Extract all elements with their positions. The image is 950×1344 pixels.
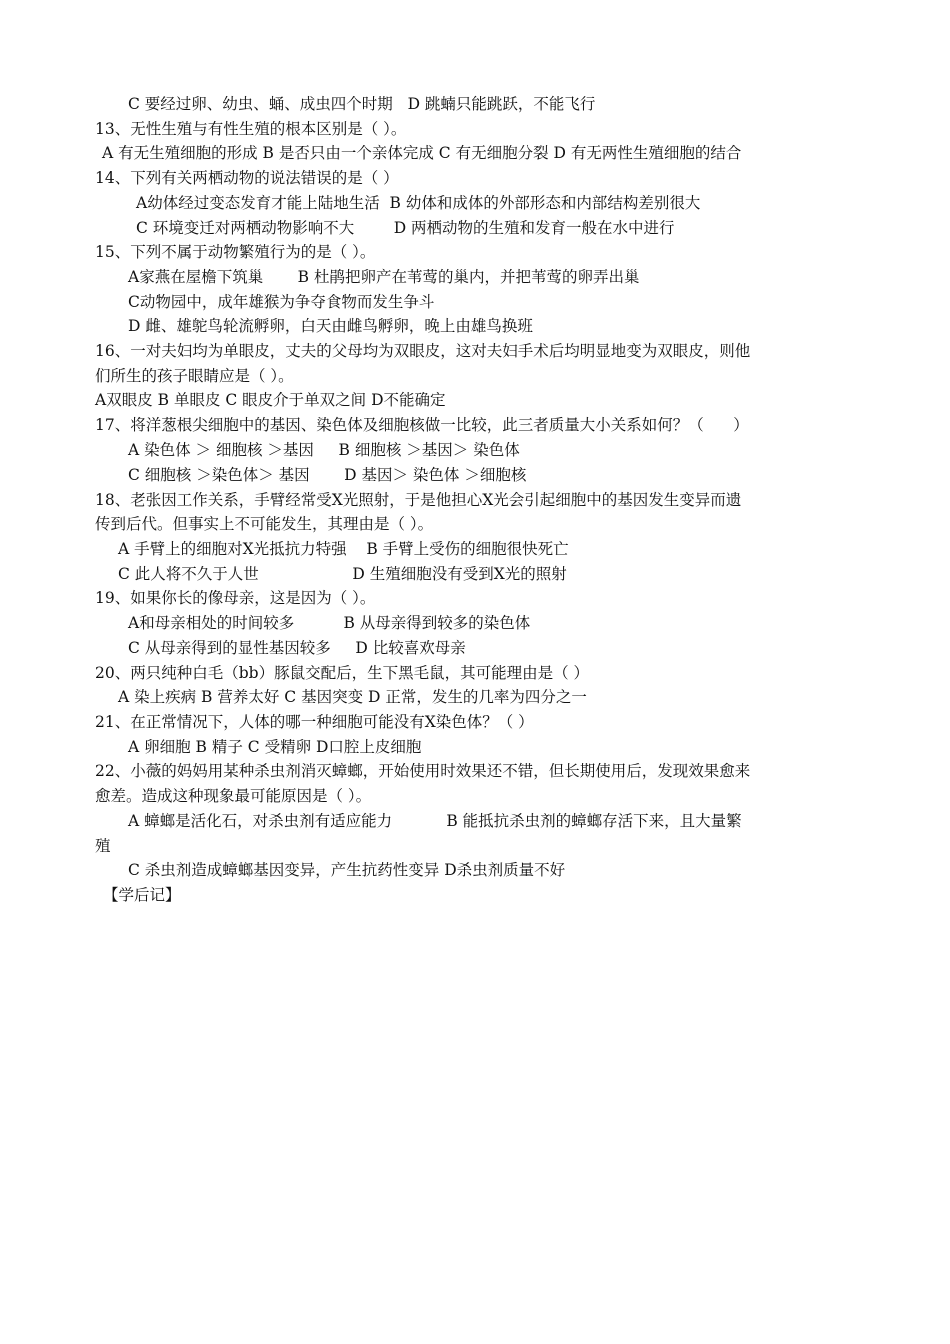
q22-stem-line-1: 22、小薇的妈妈用某种杀虫剂消灭蟑螂，开始使用时效果还不错，但长期使用后，发现效果愈来 xyxy=(95,762,751,780)
q22-options-c-d: C 杀虫剂造成蟑螂基因变异，产生抗药性变异 D杀虫剂质量不好 xyxy=(128,861,566,879)
section-heading-notes: 【学后记】 xyxy=(103,886,181,904)
q14-options-a-b: A幼体经过变态发育才能上陆地生活 B 幼体和成体的外部形态和内部结构差别很大 xyxy=(136,194,701,212)
q20-stem: 20、两只纯种白毛（bb）豚鼠交配后，生下黑毛鼠，其可能理由是（ ） xyxy=(95,664,589,682)
q18-stem-line-1: 18、老张因工作关系，手臂经常受X光照射，于是他担心X光会引起细胞中的基因发生变异而遗 xyxy=(95,491,742,509)
q20-options: A 染上疾病 B 营养太好 C 基因突变 D 正常，发生的几率为四分之一 xyxy=(118,688,587,706)
q22-stem-line-2: 愈差。造成这种现象最可能原因是（ ）。 xyxy=(95,787,372,805)
q16-options: A双眼皮 B 单眼皮 C 眼皮介于单双之间 D不能确定 xyxy=(95,391,446,409)
q13-stem: 13、无性生殖与有性生殖的根本区别是（ ）。 xyxy=(95,120,407,138)
q15-option-d: D 雌、雄鸵鸟轮流孵卵，白天由雌鸟孵卵，晚上由雄鸟换班 xyxy=(128,317,533,335)
q21-stem: 21、在正常情况下，人体的哪一种细胞可能没有X染色体？（ ） xyxy=(95,713,534,731)
q16-stem-line-2: 们所生的孩子眼睛应是（ ）。 xyxy=(95,367,294,385)
q17-options-c-d: C 细胞核 ＞染色体＞ 基因 D 基因＞ 染色体 ＞细胞核 xyxy=(128,466,527,484)
q21-options: A 卵细胞 B 精子 C 受精卵 D口腔上皮细胞 xyxy=(128,738,422,756)
q15-stem: 15、下列不属于动物繁殖行为的是（ ）。 xyxy=(95,243,376,261)
q18-stem-line-2: 传到后代。但事实上不可能发生，其理由是（ ）。 xyxy=(95,515,434,533)
q16-stem-line-1: 16、一对夫妇均为单眼皮，丈夫的父母均为双眼皮，这对夫妇手术后均明显地变为双眼皮，则他 xyxy=(95,342,751,360)
q15-options-a-b: A家燕在屋檐下筑巢 B 杜鹃把卵产在苇莺的巢内，并把苇莺的卵弄出巢 xyxy=(128,268,640,286)
q18-options-c-d: C 此人将不久于人世 D 生殖细胞没有受到X光的照射 xyxy=(118,565,567,583)
q17-stem: 17、将洋葱根尖细胞中的基因、染色体及细胞核做一比较，此三者质量大小关系如何？（ ） xyxy=(95,416,749,434)
q14-options-c-d: C 环境变迁对两栖动物影响不大 D 两栖动物的生殖和发育一般在水中进行 xyxy=(136,219,675,237)
q14-stem: 14、下列有关两栖动物的说法错误的是（ ） xyxy=(95,169,399,187)
q22-options-b-continued: 殖 xyxy=(95,837,111,855)
q12-option-c-d: C 要经过卵、幼虫、蛹、成虫四个时期 D 跳蝻只能跳跃，不能飞行 xyxy=(128,95,596,113)
q19-options-c-d: C 从母亲得到的显性基因较多 D 比较喜欢母亲 xyxy=(128,639,466,657)
q17-options-a-b: A 染色体 ＞ 细胞核 ＞基因 B 细胞核 ＞基因＞ 染色体 xyxy=(128,441,520,459)
q22-options-a-b: A 蟑螂是活化石，对杀虫剂有适应能力 B 能抵抗杀虫剂的蟑螂存活下来，且大量繁 xyxy=(128,812,742,830)
q19-options-a-b: A和母亲相处的时间较多 B 从母亲得到较多的染色体 xyxy=(128,614,531,632)
q18-options-a-b: A 手臂上的细胞对X光抵抗力特强 B 手臂上受伤的细胞很快死亡 xyxy=(118,540,569,558)
q15-option-c: C动物园中，成年雄猴为争夺食物而发生争斗 xyxy=(128,293,435,311)
q13-options: A 有无生殖细胞的形成 B 是否只由一个亲体完成 C 有无细胞分裂 D 有无两性生殖细胞的结合 xyxy=(102,144,742,162)
q19-stem: 19、如果你长的像母亲，这是因为（ ）。 xyxy=(95,589,376,607)
